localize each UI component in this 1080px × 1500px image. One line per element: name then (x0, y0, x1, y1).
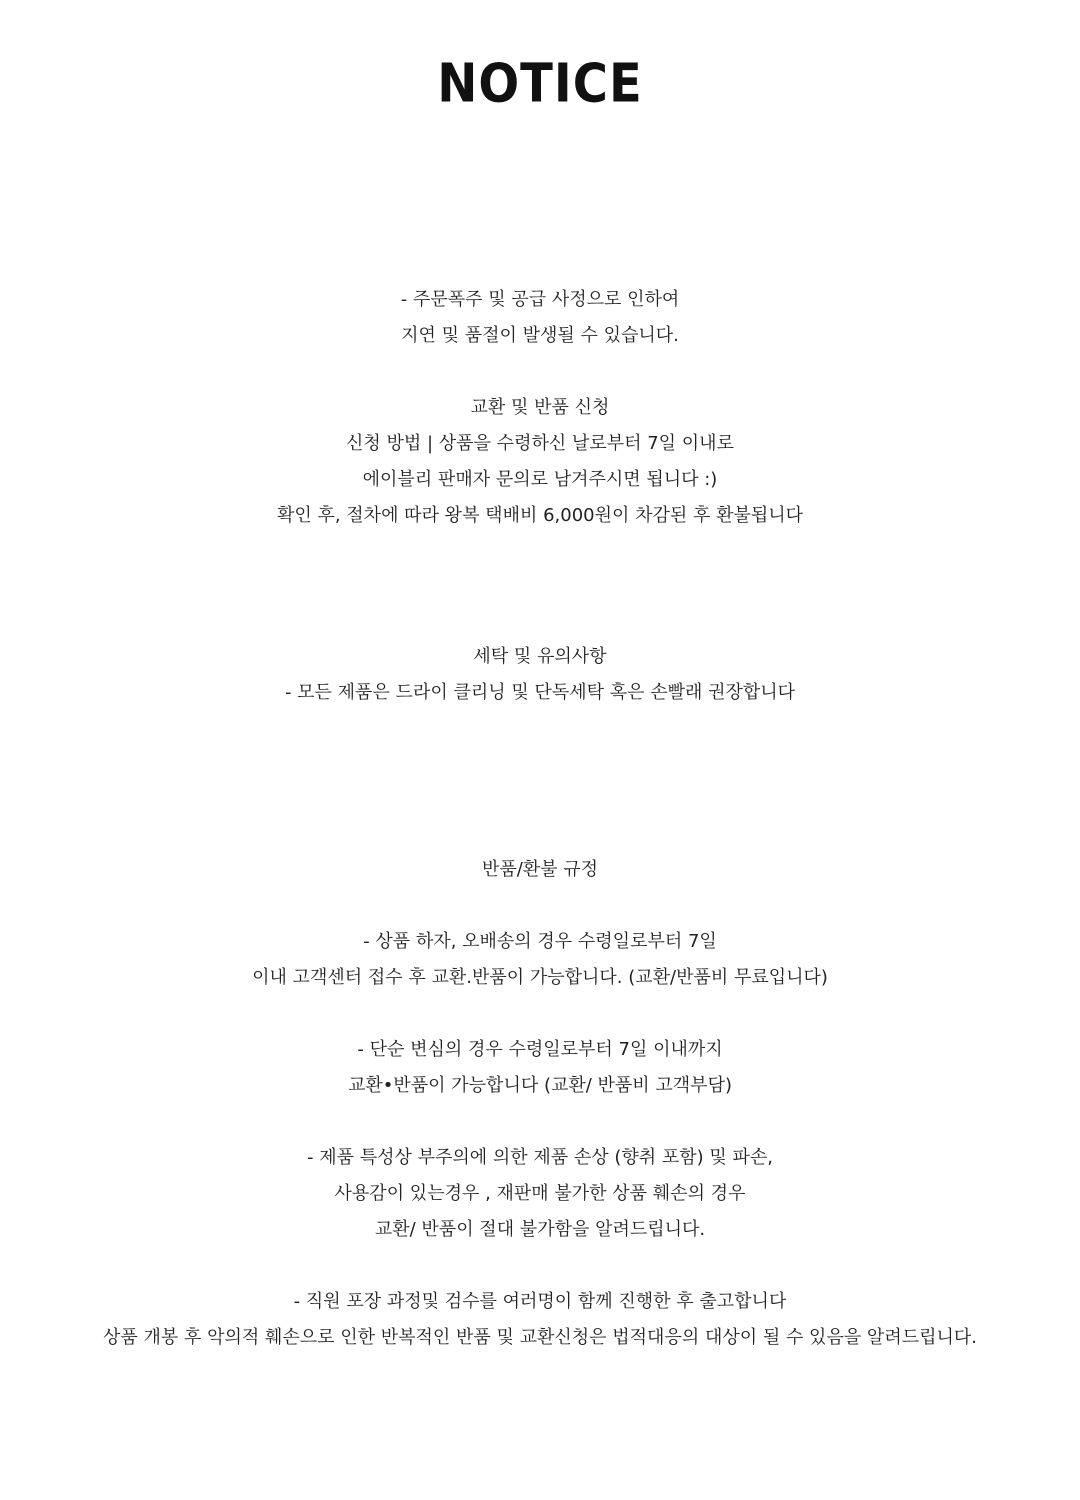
spacer (0, 888, 1080, 924)
delivery-line: 지연 및 품절이 발생될 수 있습니다. (401, 325, 679, 346)
exchange-heading: 교환 및 반품 신청 (470, 397, 610, 418)
refund-defect-line: 이내 고객센터 접수 후 교환.반품이 가능합니다. (교환/반품비 무료입니다) (252, 967, 828, 988)
spacer (0, 996, 1080, 1032)
refund-inspection-line: 상품 개봉 후 악의적 훼손으로 인한 반복적인 반품 및 교환신청은 법적대응의 대상이 될 수 있음을 알려드립니다. (102, 1327, 977, 1348)
refund-inspection-line: - 직원 포장 과정및 검수를 여러명이 함께 진행한 후 출고합니다 (293, 1291, 787, 1312)
exchange-line: 에이블리 판매자 문의로 남겨주시면 됩니다 :) (362, 469, 718, 490)
refund-change-line: - 단순 변심의 경우 수령일로부터 7일 이내까지 (357, 1039, 723, 1060)
refund-not-allowed-line: 교환/ 반품이 절대 불가함을 알려드립니다. (374, 1219, 706, 1240)
washing-heading: 세탁 및 유의사항 (473, 646, 607, 667)
delivery-notice (0, 282, 1080, 354)
refund-change-line: 교환•반품이 가능합니다 (교환/ 반품비 고객부담) (348, 1075, 732, 1096)
refund-defect-line: - 상품 하자, 오배송의 경우 수령일로부터 7일 (363, 931, 717, 952)
spacer (0, 1104, 1080, 1140)
refund-section (0, 852, 1080, 1356)
spacer (0, 1248, 1080, 1284)
refund-not-allowed-line: - 제품 특성상 부주의에 의한 제품 손상 (향취 포함) 및 파손, (306, 1147, 773, 1168)
washing-line: - 모든 제품은 드라이 클리닝 및 단독세탁 혹은 손빨래 권장합니다 (284, 682, 796, 703)
washing-section (0, 639, 1080, 711)
refund-heading: 반품/환불 규정 (481, 859, 599, 880)
refund-not-allowed-line: 사용감이 있는경우 , 재판매 불가한 상품 훼손의 경우 (334, 1183, 746, 1204)
exchange-section (0, 390, 1080, 534)
exchange-line: 신청 방법 | 상품을 수령하신 날로부터 7일 이내로 (346, 433, 734, 454)
exchange-line: 확인 후, 절차에 따라 왕복 택배비 6,000원이 차감된 후 환불됩니다 (276, 505, 804, 526)
page-title: NOTICE (437, 52, 643, 115)
delivery-line: - 주문폭주 및 공급 사정으로 인하여 (400, 289, 680, 310)
